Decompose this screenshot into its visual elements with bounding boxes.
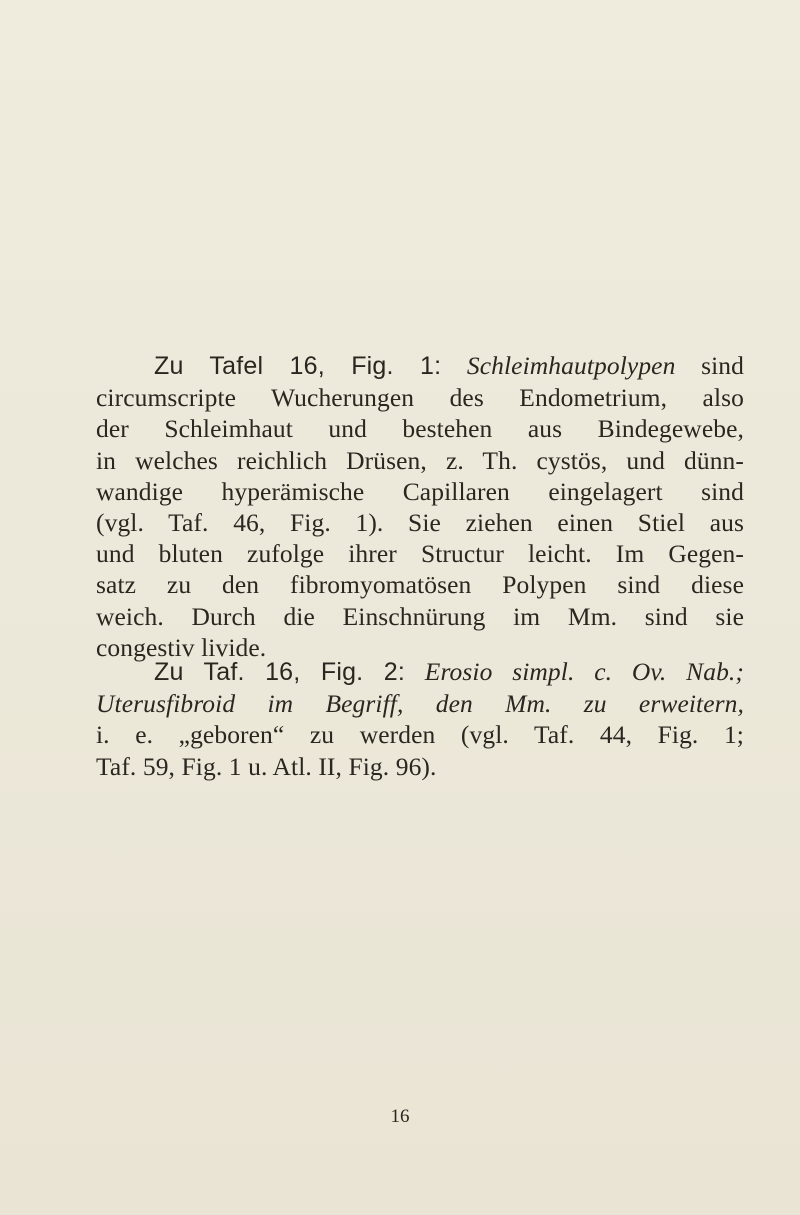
paragraph-line <box>96 656 744 688</box>
paragraph-plate-16-fig-1 <box>96 350 744 663</box>
paragraph-line: congestiv livide. <box>96 632 267 662</box>
paragraph-line: circumscripte Wucherungen des Endometrium, also <box>96 383 744 413</box>
figure-reference: Zu Tafel 16, Fig. 1: <box>154 352 442 380</box>
paragraph-line: (vgl. Taf. 46, Fig. 1). Sie ziehen einen Stiel aus <box>96 508 744 538</box>
paragraph-line: wandige hyperämische Capillaren eingelagert sind <box>96 476 744 506</box>
paragraph-line <box>96 350 744 382</box>
paragraph-plate-16-fig-2 <box>96 656 744 782</box>
paragraph-line: satz zu den fibromyomatösen Polypen sind diese <box>96 570 744 600</box>
page-number: 16 <box>390 1106 410 1127</box>
text-fragment: sind <box>701 351 744 380</box>
paragraph-line: Taf. 59, Fig. 1 u. Atl. II, Fig. 96). <box>96 751 437 781</box>
italic-diagnosis: Erosio simpl. c. Ov. Nab.; <box>424 657 744 686</box>
topic-title: Schleimhautpolypen <box>466 351 676 380</box>
paragraph-line: in welches reichlich Drüsen, z. Th. cystös, und dünn- <box>96 445 744 475</box>
figure-reference: Zu Taf. 16, Fig. 2: <box>154 658 406 686</box>
paragraph-line-italic: Uterusfibroid im Begriff, den Mm. zu erweitern, <box>96 689 744 719</box>
paragraph-line: weich. Durch die Einschnürung im Mm. sind sie <box>96 601 744 631</box>
paragraph-line: und bluten zufolge ihrer Structur leicht. Im Gegen- <box>96 539 744 569</box>
paragraph-line: der Schleimhaut und bestehen aus Bindegewebe, <box>96 414 744 444</box>
paragraph-line: i. e. „geboren“ zu werden (vgl. Taf. 44, Fig. 1; <box>96 720 744 750</box>
